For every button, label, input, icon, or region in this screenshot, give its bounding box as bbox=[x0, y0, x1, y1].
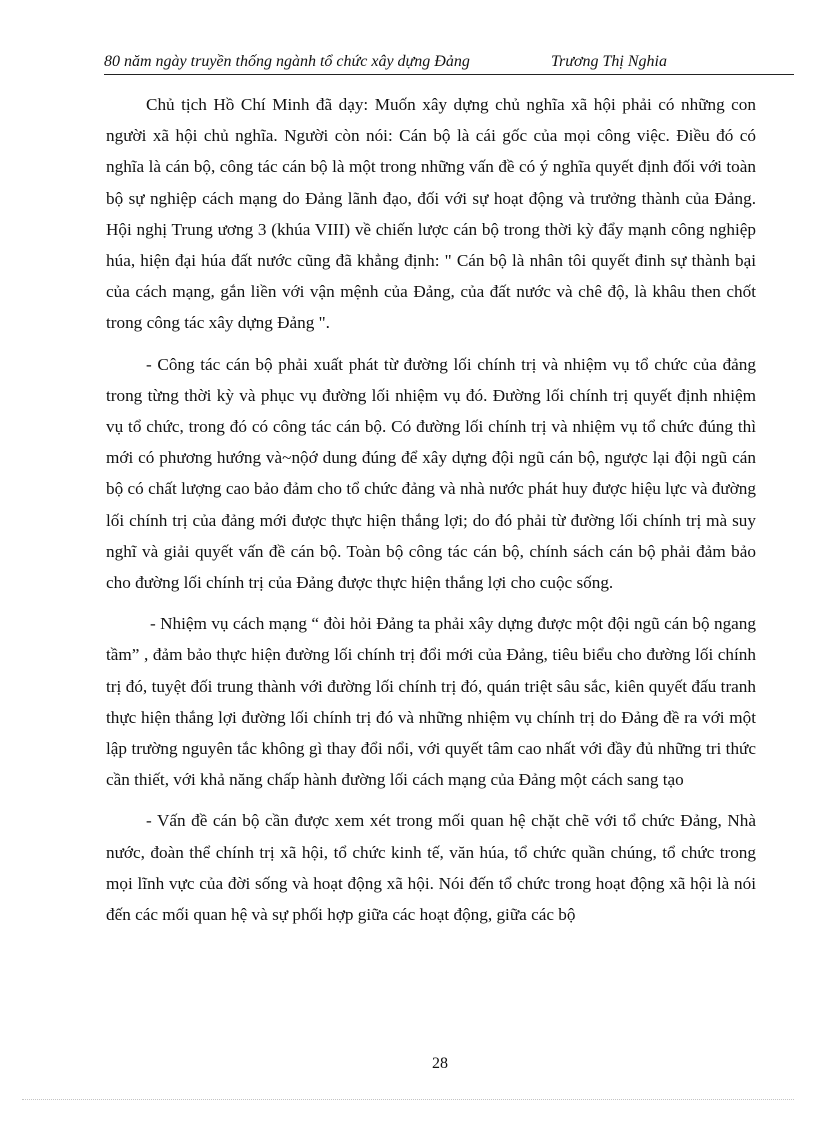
paragraph-intro: Chủ tịch Hồ Chí Minh đã dạy: Muốn xây dựng chủ nghĩa xã hội phải có những con người xã hội chủ nghĩa. Người còn nói: Cán bộ là cái gốc của mọi công việc. Điều đó có nghĩa là cán bộ, công tác cán bộ là một trong những vấn đề có ý nghĩa quyết định đối với toàn bộ sự nghiệp cách mạng do Đảng lãnh đạo, đối với sự hoạt động và trưởng thành của Đảng. Hội nghị Trung ương 3 (khúa VIII) về chiến lược cán bộ trong thời kỳ đẩy mạnh công nghiệp húa, hiện đại húa đất nước cũng đã khẳng định: " Cán bộ là nhân tôi quyết đinh sự thành bại của cách mạng, gắn liền với vận mệnh của Đảng, của đất nước và chê độ, là khâu then chốt trong công tác xây dựng Đảng ". bbox=[106, 95, 756, 333]
header-author-name: Trương Thị Nghia bbox=[551, 53, 667, 70]
header-document-title: 80 năm ngày truyền thống ngành tổ chức xây dựng Đảng bbox=[104, 53, 470, 70]
page-bottom-divider bbox=[22, 1099, 794, 1100]
paragraph-political-line: - Công tác cán bộ phải xuất phát từ đường lối chính trị và nhiệm vụ tổ chức của đảng trong từng thời kỳ và phục vụ đường lối nhiệm vụ đó. Đường lối chính trị quyết định nhiệm vụ tổ chức, trong đó có công tác cán bộ. Có đường lối chính trị và nhiệm vụ tổ chức đúng thì mới có phương hướng và~nộớ dung đúng để xây dựng đội ngũ cán bộ, ngược lại đội ngũ cán bộ có chất lượng cao bảo đảm cho tổ chức đảng và nhà nước phát huy được hiệu lực và đường lối chính trị của đảng mới được thực hiện thắng lợi; do đó phải từ đường lối chính trị mà suy nghĩ và giải quyết vấn đề cán bộ. Toàn bộ công tác cán bộ, chính sách cán bộ phải đảm bảo cho đường lối chính trị của Đảng được thực hiện thắng lợi cho cuộc sống. bbox=[106, 354, 756, 593]
paragraph-organization-relations: - Vấn đề cán bộ cần được xem xét trong mối quan hệ chặt chẽ với tổ chức Đảng, Nhà nước, đoàn thể chính trị xã hội, tổ chức kinh tế, văn húa, tổ chức quần chúng, tổ chức trong mọi lĩnh vực của đời sống và hoạt động xã hội. Nói đến tổ chức trong hoạt động xã hội là nói đến các mối quan hệ và sự phối hợp giữa các hoạt động, giữa các bộ bbox=[106, 811, 756, 925]
page-header bbox=[104, 50, 794, 75]
paragraph-revolutionary-task: - Nhiệm vụ cách mạng “ đòi hỏi Đảng ta phải xây dựng được một đội ngũ cán bộ ngang tầm” , đảm bảo thực hiện đường lối chính trị đổi mới của Đảng, tiêu biểu cho đường lối chính trị đó, tuyệt đối trung thành với đường lối chính trị đó, quán triệt sâu sắc, kiên quyết đấu tranh thực hiện thắng lợi đường lối chính trị đó và những nhiệm vụ chính trị do Đảng đề ra với một lập trường nguyên tắc không gì thay đổi nổi, với quyết tâm cao nhất với đầy đủ những tri thức cần thiết, với khả năng chấp hành đường lối cách mạng của Đảng một cách sang tạo bbox=[106, 614, 756, 790]
page-number: 28 bbox=[432, 1055, 448, 1072]
document-body bbox=[106, 89, 756, 930]
